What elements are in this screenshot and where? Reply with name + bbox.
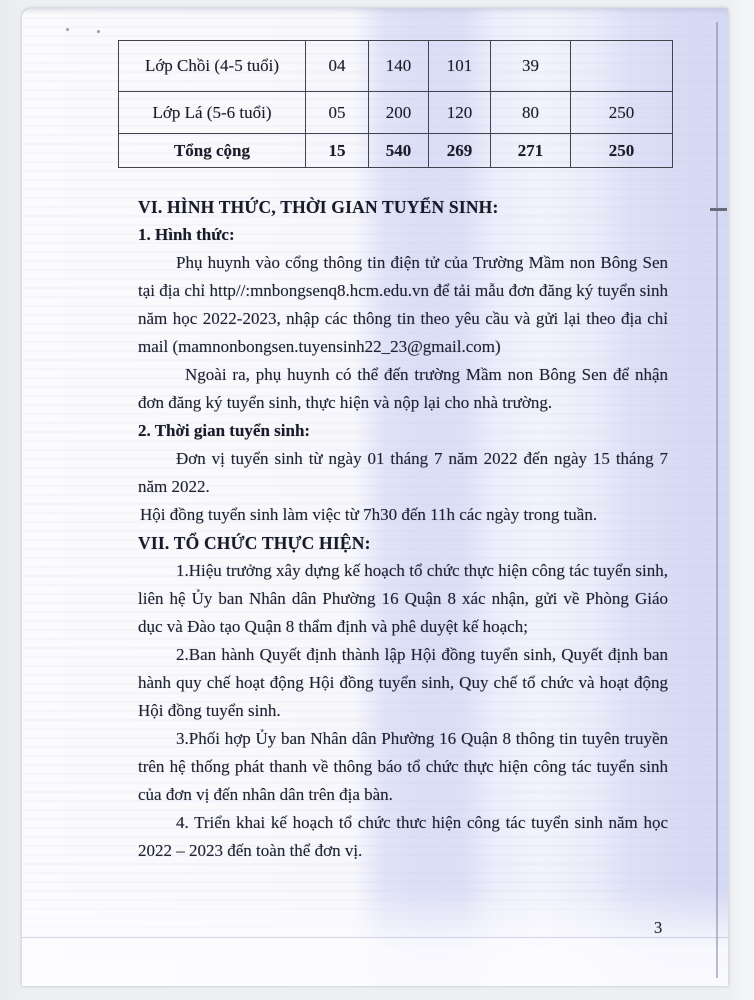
- paragraph-online-portal: Phụ huynh vào cổng thông tin điện tử của Trường Mầm non Bông Sen tại địa chỉ http//:mnbongsenq8.hcm.edu.vn để tải mẫu đơn đăng ký tuyển sinh năm học 2022-2023, nhập các thông tin theo yêu cầu và gửi lại theo địa chỉ mail (mamnonbongsen.tuyensinh22_23@gmail.com): [138, 253, 668, 356]
- table-row: [119, 41, 673, 92]
- section-vi-heading: VI. HÌNH THỨC, THỜI GIAN TUYỂN SINH:: [138, 197, 499, 217]
- row-label-cell: Lớp Lá (5-6 tuổi): [119, 92, 306, 134]
- row-label-cell: Lớp Chồi (4-5 tuổi): [119, 41, 306, 92]
- subsection-2-heading: 2. Thời gian tuyển sinh:: [138, 421, 311, 440]
- table-cell: 05: [306, 92, 369, 134]
- scan-streak: [22, 937, 728, 938]
- table-cell: 101: [429, 41, 491, 92]
- paragraph-working-hours: Hội đồng tuyển sinh làm việc từ 7h30 đến 11h các ngày trong tuần.: [140, 505, 598, 524]
- implementation-item-2: 2.Ban hành Quyết định thành lập Hội đồng tuyển sinh, Quyết định ban hành quy chế hoạt động Hội đồng tuyển sinh, Quy chế tổ chức và hoạt động Hội đồng tuyển sinh.: [138, 645, 668, 720]
- table-cell: 250: [571, 92, 673, 134]
- table-cell: 15: [306, 134, 369, 168]
- document-page: [22, 8, 728, 986]
- table-cell: [571, 41, 673, 92]
- table-cell: 140: [369, 41, 429, 92]
- table-cell: 540: [369, 134, 429, 168]
- table-cell: 271: [491, 134, 571, 168]
- document-body: [138, 193, 668, 865]
- enrollment-table: [118, 40, 673, 168]
- page-number: 3: [654, 918, 663, 937]
- implementation-item-3: 3.Phối hợp Ủy ban Nhân dân Phường 16 Quận 8 thông tin tuyên truyền trên hệ thống phát thanh về thông báo tổ chức thực hiện công tác tuyển sinh của đơn vị đến nhân dân trên địa bàn.: [138, 729, 668, 804]
- table-total-row: [119, 134, 673, 168]
- scan-speck: [97, 30, 100, 33]
- implementation-item-4: 4. Triển khai kế hoạch tổ chức thưc hiện công tác tuyển sinh năm học 2022 – 2023 đến toàn thể đơn vị.: [138, 813, 668, 860]
- implementation-item-1: 1.Hiệu trưởng xây dựng kế hoạch tổ chức thực hiện công tác tuyển sinh, liên hệ Ủy ban Nhân dân Phường 16 Quận 8 xác nhận, gửi về Phòng Giáo dục và Đào tạo Quận 8 thẩm định và phê duyệt kế hoạch;: [138, 561, 668, 636]
- subsection-1-heading: 1. Hình thức:: [138, 225, 235, 244]
- table-cell: 39: [491, 41, 571, 92]
- table-cell: 04: [306, 41, 369, 92]
- row-label-cell: Tổng cộng: [119, 134, 306, 168]
- table-cell: 269: [429, 134, 491, 168]
- scan-artifact-dash: [710, 208, 727, 211]
- section-vii-heading: VII. TỔ CHỨC THỰC HIỆN:: [138, 533, 371, 553]
- table-cell: 80: [491, 92, 571, 134]
- table-row: [119, 92, 673, 134]
- table-cell: 200: [369, 92, 429, 134]
- paragraph-enrollment-dates: Đơn vị tuyển sinh từ ngày 01 tháng 7 năm 2022 đến ngày 15 tháng 7 năm 2022.: [138, 449, 668, 496]
- page-edge-line: [716, 22, 718, 978]
- scan-speck: [66, 28, 69, 31]
- table-cell: 120: [429, 92, 491, 134]
- paragraph-in-person: Ngoài ra, phụ huynh có thể đến trường Mầm non Bông Sen để nhận đơn đăng ký tuyển sinh, thực hiện và nộp lại cho nhà trường.: [138, 365, 668, 412]
- table-cell: 250: [571, 134, 673, 168]
